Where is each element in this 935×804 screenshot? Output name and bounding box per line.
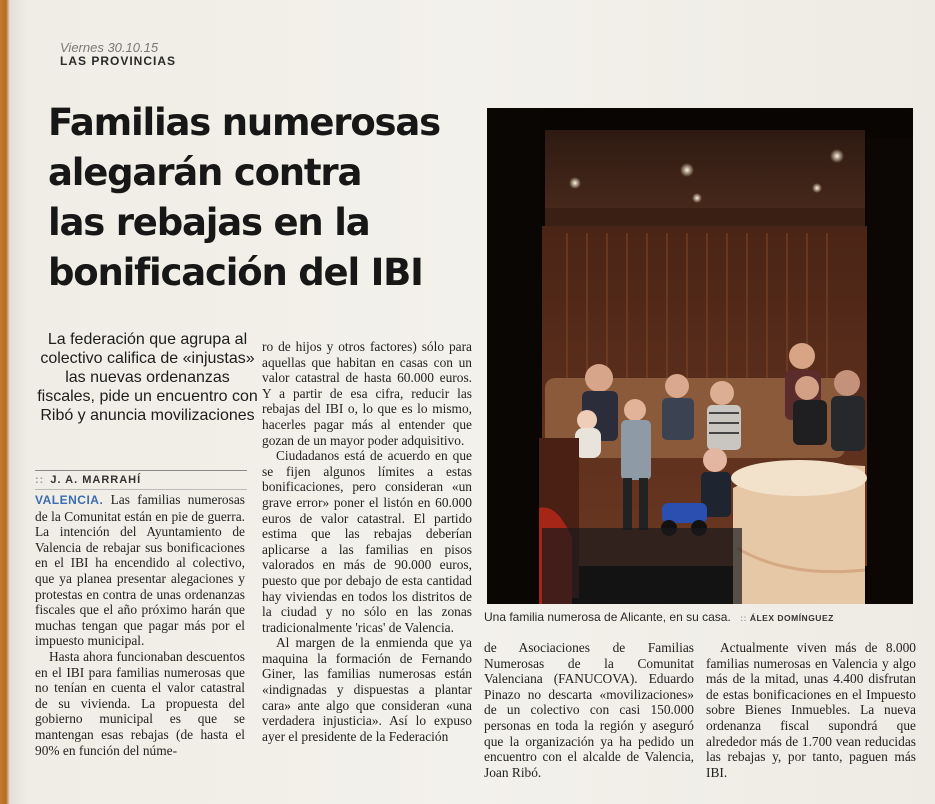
byline-rule-bottom xyxy=(35,489,247,490)
article-photo xyxy=(487,108,913,604)
headline-line: bonificación del IBI xyxy=(48,251,423,294)
photo-credit xyxy=(740,613,834,623)
credit-marker: :: xyxy=(740,613,747,623)
article-paragraph: Al margen de la enmienda que ya maquina la formación de Fernando Giner, las familias numerosas están «indignadas y dispuestas a plantar cara» ante algo que consideran «una verdadera injusticia». Así lo expuso ayer el presidente de la Federación xyxy=(262,635,472,744)
article-column-2 xyxy=(262,339,472,744)
byline xyxy=(35,474,141,486)
subheadline: La federación que agrupa al colectivo califica de «injustas» las nuevas ordenanzas fiscales, pide un encuentro con Ribó y anuncia movilizaciones xyxy=(37,331,258,424)
dateline: VALENCIA. xyxy=(35,493,104,507)
headline-line: las rebajas en la xyxy=(48,201,370,244)
photo-caption xyxy=(484,610,834,624)
issue-date: Viernes 30.10.15 xyxy=(60,40,159,55)
byline-rule-top xyxy=(35,470,247,471)
article-paragraph: VALENCIA. Las familias numerosas de la Comunitat están en pie de guerra. La intención del Ayuntamiento de Valencia de rebajar sus bonificaciones en el IBI ha encendido al colectivo, que ya planea presentar alegaciones y protestas en contra de unas ordenanzas fiscales que el año próximo harán que muchas tengan que pagar más por el impuesto municipal. xyxy=(35,492,245,649)
article-paragraph: de Asociaciones de Familias Numerosas de la Comunitat Valenciana (FANUCOVA). Eduardo Pinazo no descarta «movilizaciones» de un colectivo con casi 150.000 personas en toda la región y aseguró que la organización ya ha pedido un encuentro con el alcalde de Valencia, Joan Ribó. xyxy=(484,640,694,780)
headline xyxy=(48,98,488,298)
article-paragraph: Actualmente viven más de 8.000 familias numerosas en Valencia y algo más de la mitad, unas 4.400 disfrutan de estas bonificaciones en el Impuesto sobre Bienes Inmuebles. La nueva ordenanza fiscal supondrá que alrededor más de 1.700 vean reducidas las rebajas y, por tanto, paguen más IBI. xyxy=(706,640,916,780)
byline-author: J. A. MARRAHÍ xyxy=(50,474,142,486)
caption-text: Una familia numerosa de Alicante, en su casa. xyxy=(484,610,731,624)
article-column-3 xyxy=(484,640,694,780)
credit-name: ÁLEX DOMÍNGUEZ xyxy=(749,613,834,623)
byline-marker: :: xyxy=(35,474,45,486)
family-photo-illustration xyxy=(487,108,913,604)
article-column-1 xyxy=(35,492,245,758)
page-edge xyxy=(0,0,10,804)
article-paragraph: Hasta ahora funcionaban descuentos en el IBI para familias numerosas que no tenían en cuenta el valor catastral de su vivienda. La propuesta del gobierno municipal es que se mantengan esas rebajas (de hasta el 90% en función del núme- xyxy=(35,648,245,758)
article-column-4 xyxy=(706,640,916,780)
newspaper-name: LAS PROVINCIAS xyxy=(60,54,177,68)
headline-line: Familias numerosas xyxy=(48,101,440,144)
headline-line: alegarán contra xyxy=(48,151,362,194)
article-paragraph: ro de hijos y otros factores) sólo para aquellas que habitan en casas con un valor catastral de hasta 60.000 euros. Y a partir de esa cifra, reducir las rebajas del IBI o, lo que es lo mismo, hacerles pagar más al entender que gozan de un mayor poder adquisitivo. xyxy=(262,339,472,448)
article-paragraph: Ciudadanos está de acuerdo en que se fijen algunos límites a estas bonificaciones, pero consideran «un grave error» poner el listón en 60.000 euros de valor catastral. El partido estima que las rebajas deberían aplicarse a las familias en pisos valorados en más de 90.000 euros, puesto que por debajo de esta cantidad hay viviendas en todos los distritos de la ciudad y no sólo en las zonas tradicionalmente 'ricas' de Valencia. xyxy=(262,448,472,635)
